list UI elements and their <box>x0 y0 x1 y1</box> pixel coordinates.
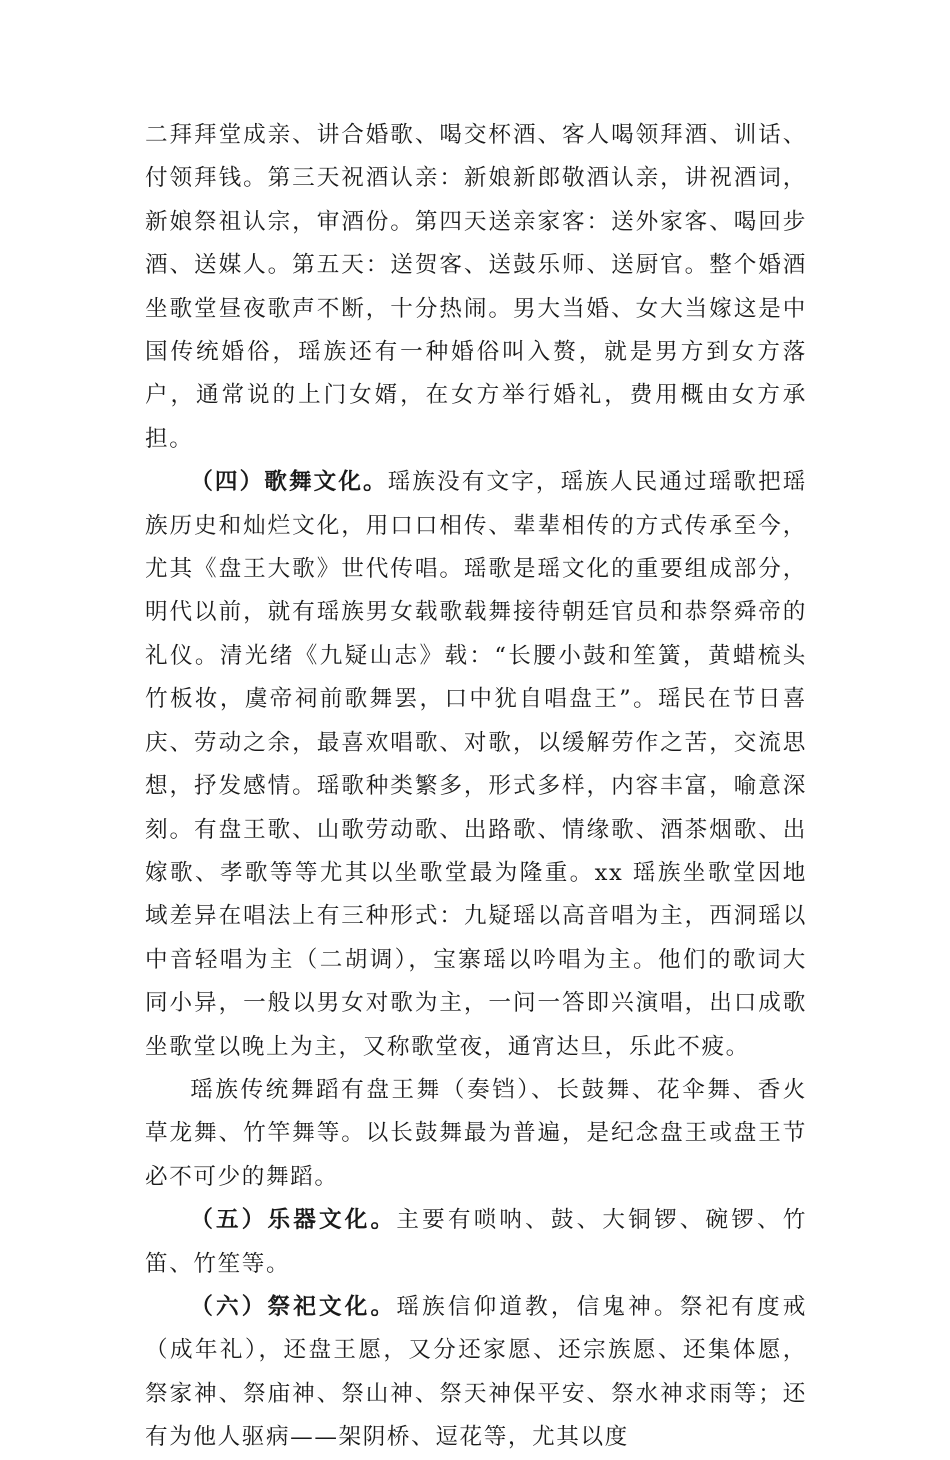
paragraph-body: 主要有唢呐、鼓、大铜锣、碗锣、竹笛、竹笙等。 <box>145 1207 807 1277</box>
section-heading: （五）乐器文化。 <box>190 1207 397 1234</box>
paragraph-body: 瑶族信仰道教，信鬼神。祭祀有度戒（成年礼），还盘王愿，又分还家愿、还宗族愿、还集体愿，祭家神、祭庙神、祭山神、祭天神保平安、祭水神求雨等；还有为他人驱病——架阴桥、逗花等，尤其以度 <box>145 1293 807 1451</box>
document-body <box>145 114 807 1460</box>
section-heading: （六）祭祀文化。 <box>190 1293 397 1320</box>
section-heading: （四）歌舞文化。 <box>190 469 388 496</box>
paragraph-traditional-dances <box>145 1069 807 1199</box>
paragraph-wedding-customs <box>145 114 807 461</box>
paragraph-sacrifice-culture <box>145 1286 807 1460</box>
paragraph-body: 瑶族传统舞蹈有盘王舞（奏铛）、长鼓舞、花伞舞、香火草龙舞、竹竿舞等。以长鼓舞最为普遍，是纪念盘王或盘王节必不可少的舞蹈。 <box>145 1076 807 1190</box>
paragraph-instrument-culture <box>145 1199 807 1286</box>
paragraph-body: 二拜拜堂成亲、讲合婚歌、喝交杯酒、客人喝领拜酒、训话、付领拜钱。第三天祝酒认亲：新娘新郎敬酒认亲，讲祝酒词，新娘祭祖认宗，审酒份。第四天送亲家客：送外家客、喝回步酒、送媒人。第五天：送贺客、送鼓乐师、送厨官。整个婚酒坐歌堂昼夜歌声不断，十分热闹。男大当婚、女大当嫁这是中国传统婚俗，瑶族还有一种婚俗叫入赘，就是男方到女方落户，通常说的上门女婿，在女方举行婚礼，费用概由女方承担。 <box>145 122 807 452</box>
paragraph-song-dance-culture <box>145 461 807 1069</box>
paragraph-body: 瑶族没有文字，瑶族人民通过瑶歌把瑶族历史和灿烂文化，用口口相传、辈辈相传的方式传承至今，尤其《盘王大歌》世代传唱。瑶歌是瑶文化的重要组成部分，明代以前，就有瑶族男女载歌载舞接待朝廷官员和恭祭舜帝的礼仪。清光绪《九疑山志》载：“长腰小鼓和笙簧，黄蜡梳头竹板妆，虞帝祠前歌舞罢，口中犹自唱盘王”。瑶民在节日喜庆、劳动之余，最喜欢唱歌、对歌，以缓解劳作之苦，交流思想，抒发感情。瑶歌种类繁多，形式多样，内容丰富，喻意深刻。有盘王歌、山歌劳动歌、出路歌、情缘歌、酒茶烟歌、出嫁歌、孝歌等等尤其以坐歌堂最为隆重。xx 瑶族坐歌堂因地域差异在唱法上有三种形式：九疑瑶以高音唱为主，西洞瑶以中音轻唱为主（二胡调），宝寨瑶以吟唱为主。他们的歌词大同小异，一般以男女对歌为主，一问一答即兴演唱，出口成歌坐歌堂以晚上为主，又称歌堂夜，通宵达旦，乐此不疲。 <box>145 469 807 1060</box>
